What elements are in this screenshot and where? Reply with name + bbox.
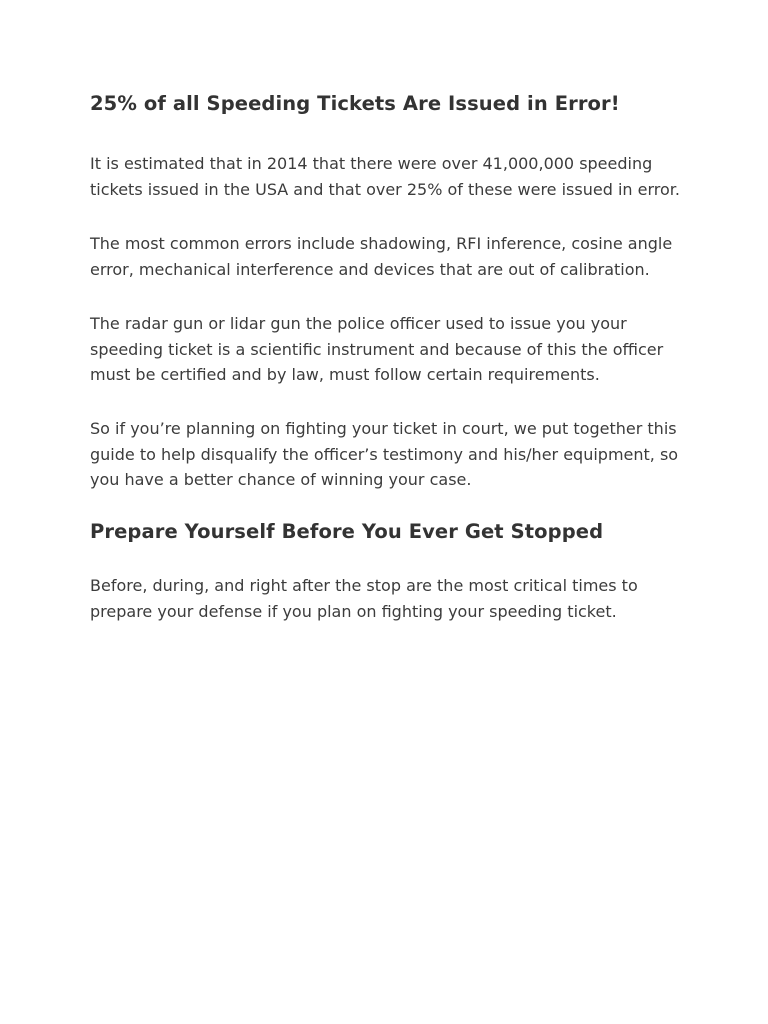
paragraph-common-errors: The most common errors include shadowing, RFI inference, cosine angle error, mechanical interference and devices that are out of calibration. <box>90 234 673 280</box>
section-heading-prepare: Prepare Yourself Before You Ever Get Stopped <box>90 520 604 544</box>
paragraph-radar-gun: The radar gun or lidar gun the police officer used to issue you your speeding ticket is a scientific instrument and because of this the officer must be certified and by law, must follow certain requirements. <box>90 313 664 385</box>
paragraph-fighting-ticket: So if you’re planning on fighting your ticket in court, we put together this guide to help disqualify the officer’s testimony and his/her equipment, so you have a better chance of winning your case. <box>90 418 679 490</box>
article-heading: 25% of all Speeding Tickets Are Issued in Error! <box>90 92 620 115</box>
document-page <box>90 90 690 624</box>
paragraph-statistics: It is estimated that in 2014 that there were over 41,000,000 speeding tickets issued in the USA and that over 25% of these were issued in error. <box>90 154 680 199</box>
paragraph-prepare-defense: Before, during, and right after the stop are the most critical times to prepare your defense if you plan on fighting your speeding ticket. <box>90 576 638 621</box>
